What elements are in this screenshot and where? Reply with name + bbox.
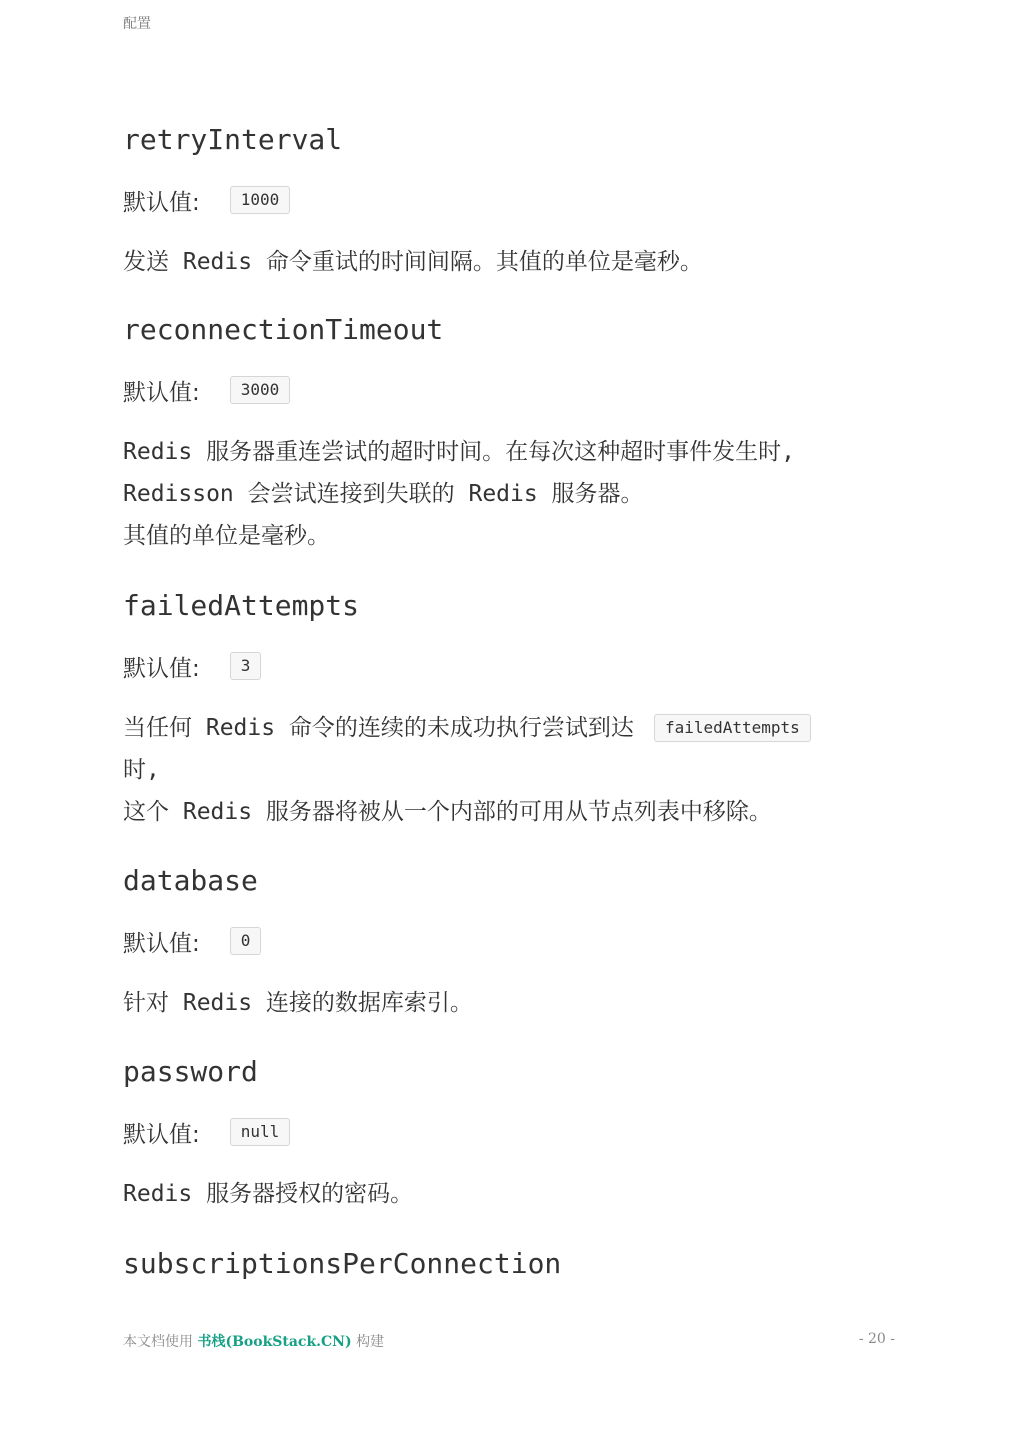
default-label: 默认值: bbox=[123, 655, 200, 682]
page-number: - 20 - bbox=[858, 1331, 895, 1347]
footer-prefix: 本文档使用 bbox=[123, 1334, 193, 1350]
default-value-code: 0 bbox=[230, 927, 262, 955]
section-title: failedAttempts bbox=[123, 589, 360, 622]
config-section-database bbox=[123, 864, 903, 1024]
description-line: 这个 Redis 服务器将被从一个内部的可用从节点列表中移除。 bbox=[123, 799, 772, 825]
section-description bbox=[123, 1173, 903, 1215]
inline-code: failedAttempts bbox=[654, 714, 811, 742]
section-title: reconnectionTimeout bbox=[123, 313, 444, 346]
config-section-subscriptions-per-connection bbox=[123, 1247, 903, 1281]
default-value-code: 3000 bbox=[230, 376, 291, 404]
description-line: Redisson 会尝试连接到失联的 Redis 服务器。 bbox=[123, 481, 644, 507]
default-value-code: null bbox=[230, 1118, 291, 1146]
default-row bbox=[123, 926, 903, 956]
footer-brand-link[interactable]: 书栈(BookStack.CN) bbox=[197, 1334, 352, 1350]
description-line: Redis 服务器重连尝试的超时时间。在每次这种超时事件发生时, bbox=[123, 439, 795, 465]
default-value-code: 1000 bbox=[230, 186, 291, 214]
section-title: database bbox=[123, 864, 258, 897]
description-line: Redis 服务器授权的密码。 bbox=[123, 1181, 414, 1207]
section-title: password bbox=[123, 1055, 258, 1088]
description-line: 时, bbox=[123, 757, 160, 783]
description-line: 发送 Redis 命令重试的时间间隔。其值的单位是毫秒。 bbox=[123, 249, 703, 275]
config-section-password bbox=[123, 1055, 903, 1215]
page-footer bbox=[123, 1331, 895, 1351]
description-line: 其值的单位是毫秒。 bbox=[123, 523, 330, 549]
default-value-code: 3 bbox=[230, 652, 262, 680]
description-line: 针对 Redis 连接的数据库索引。 bbox=[123, 990, 473, 1016]
section-description bbox=[123, 241, 903, 283]
config-section-failed-attempts bbox=[123, 589, 903, 833]
default-label: 默认值: bbox=[123, 189, 200, 216]
default-label: 默认值: bbox=[123, 930, 200, 957]
default-row bbox=[123, 651, 903, 681]
default-row bbox=[123, 375, 903, 405]
section-description bbox=[123, 707, 903, 833]
section-title: retryInterval bbox=[123, 123, 343, 156]
default-row bbox=[123, 1117, 903, 1147]
section-description bbox=[123, 982, 903, 1024]
description-line bbox=[123, 707, 903, 749]
section-title: subscriptionsPerConnection bbox=[123, 1247, 562, 1280]
config-section-reconnection-timeout bbox=[123, 313, 903, 557]
default-label: 默认值: bbox=[123, 379, 200, 406]
footer-suffix: 构建 bbox=[356, 1334, 385, 1350]
config-section-retry-interval bbox=[123, 123, 903, 283]
breadcrumb: 配置 bbox=[123, 16, 151, 32]
default-label: 默认值: bbox=[123, 1121, 200, 1148]
description-text: 当任何 Redis 命令的连续的未成功执行尝试到达 bbox=[123, 715, 634, 741]
default-row bbox=[123, 185, 903, 215]
section-description bbox=[123, 431, 903, 557]
